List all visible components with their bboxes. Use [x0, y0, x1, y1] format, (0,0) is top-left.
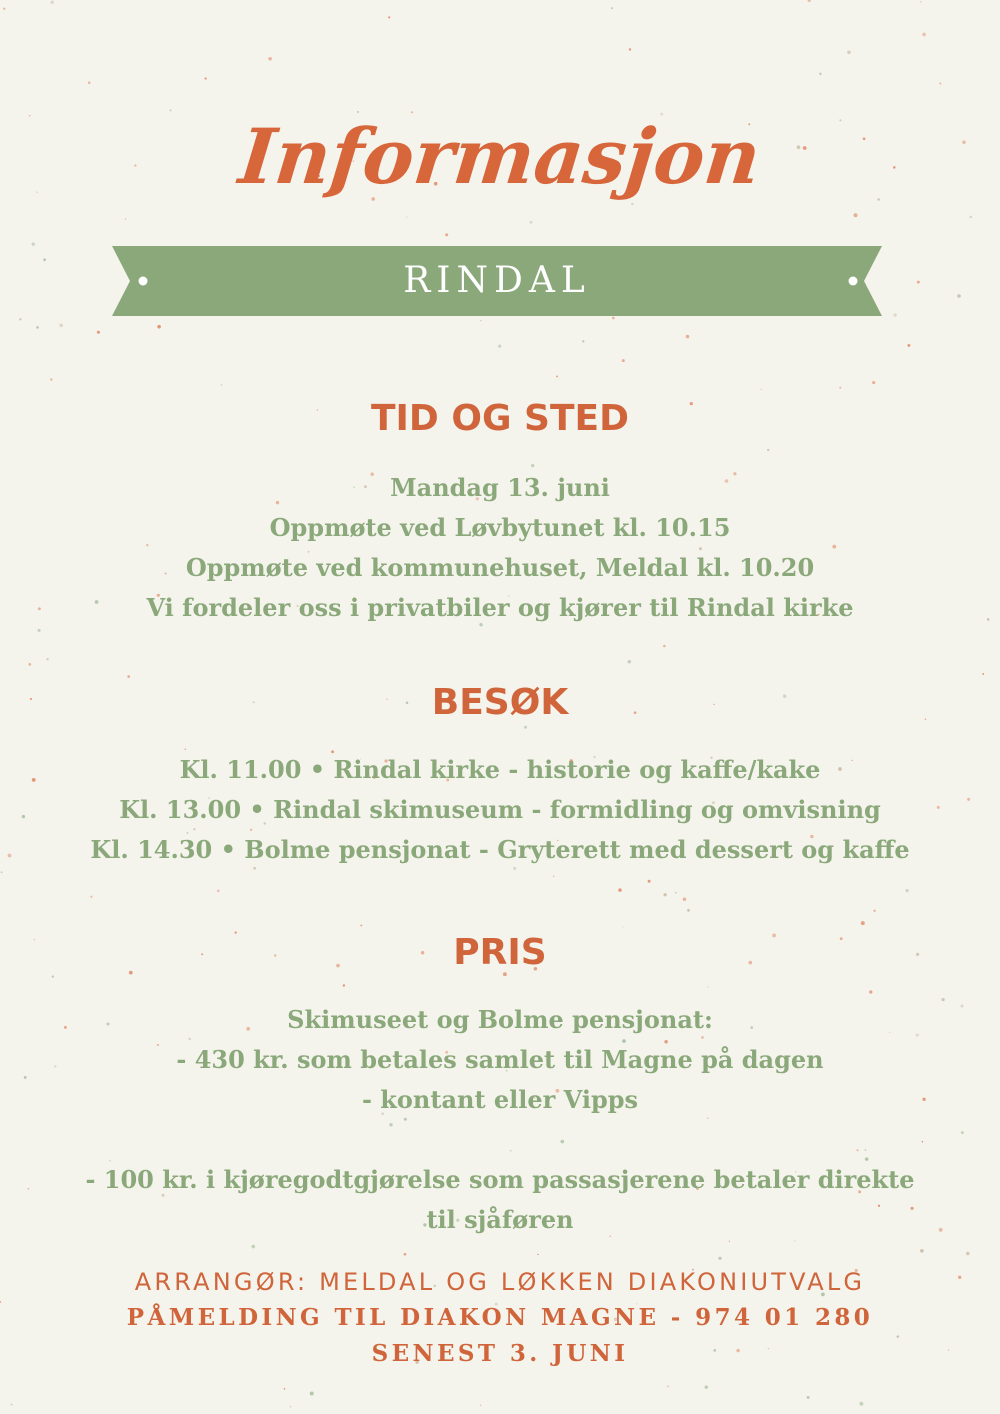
speckle: [3, 8, 5, 10]
speckle: [388, 16, 390, 18]
speckle: [618, 888, 621, 891]
speckle: [663, 645, 666, 648]
speckle: [556, 375, 558, 377]
speckle: [922, 33, 926, 37]
price-line: til sjåføren: [426, 1205, 574, 1234]
info-line: Vi fordeler oss i privatbiler og kjører til Rindal kirke: [146, 593, 854, 622]
section-heading-price: PRIS: [453, 932, 547, 973]
speckle: [612, 317, 615, 320]
speckle: [957, 294, 961, 298]
speckle: [404, 1253, 407, 1256]
speckle: [498, 345, 501, 348]
section-body-visits: [0, 750, 1000, 870]
speckle: [52, 975, 54, 977]
signup-line: PÅMELDING TIL DIAKON MAGNE - 974 01 280: [126, 1304, 874, 1331]
price-line: - 100 kr. i kjøregodtgjørelse som passasjerene betaler direkte: [85, 1165, 915, 1194]
speckle: [629, 48, 631, 50]
speckle: [127, 675, 130, 678]
speckle: [675, 892, 677, 894]
speckle: [480, 320, 481, 321]
speckle: [59, 324, 62, 327]
speckle: [97, 331, 100, 334]
speckle: [530, 221, 533, 224]
speckle: [582, 340, 584, 342]
speckle: [897, 1335, 900, 1338]
speckle: [38, 629, 41, 632]
speckle: [648, 880, 651, 883]
speckle: [707, 986, 708, 987]
speckle: [907, 344, 910, 347]
speckle: [872, 381, 875, 384]
speckle: [553, 876, 554, 877]
speckle: [906, 889, 909, 892]
speckle: [157, 325, 161, 329]
speckle: [50, 1, 54, 5]
speckle: [729, 1241, 730, 1242]
speckle: [847, 51, 851, 55]
speckle: [204, 77, 206, 79]
speckle: [718, 1257, 721, 1260]
speckle: [920, 1249, 924, 1253]
speckle: [36, 326, 39, 329]
speckle: [767, 449, 769, 451]
speckle: [28, 663, 31, 666]
info-line: Mandag 13. juni: [390, 473, 610, 502]
speckle: [917, 281, 920, 284]
section-body-price: [0, 1000, 1000, 1240]
price-line: - 430 kr. som betales samlet til Magne på dagen: [176, 1045, 824, 1074]
speckle: [859, 1402, 863, 1406]
speckle: [32, 243, 35, 246]
speckle: [622, 926, 623, 927]
speckle: [360, 924, 362, 926]
speckle: [611, 7, 613, 9]
speckle: [125, 218, 126, 219]
speckle: [445, 233, 448, 236]
speckle: [480, 1405, 481, 1406]
price-line: - kontant eller Vipps: [361, 1085, 639, 1114]
speckle: [893, 313, 896, 316]
info-line: Oppmøte ved kommunehuset, Meldal kl. 10.20: [185, 553, 815, 582]
organizer-line: ARRANGØR: MELDAL OG LØKKEN DIAKONIUTVALG: [134, 1268, 866, 1296]
page-title: Informasjon: [235, 112, 765, 201]
speckle: [88, 81, 91, 84]
speckle: [663, 893, 666, 896]
speckle: [873, 910, 875, 912]
speckle: [920, 1, 922, 3]
speckle: [290, 1406, 291, 1407]
speckle: [406, 216, 407, 217]
schedule-item: Kl. 14.30 • Bolme pensjonat - Gryterett med dessert og kaffe: [90, 835, 910, 864]
speckle: [251, 1245, 255, 1249]
price-line: Skimuseet og Bolme pensjonat:: [287, 1005, 713, 1034]
speckle: [686, 335, 690, 339]
speckle: [284, 1388, 286, 1390]
info-line: Oppmøte ved Løvbytunet kl. 10.15: [269, 513, 731, 542]
schedule-item: Kl. 11.00 • Rindal kirke - historie og kaffe/kake: [179, 755, 821, 784]
speckle: [966, 1252, 970, 1256]
speckle: [819, 73, 821, 75]
spacer: [0, 1120, 1000, 1160]
speckle: [969, 216, 972, 219]
speckle: [531, 464, 534, 467]
speckle: [861, 921, 865, 925]
speckle: [794, 1240, 796, 1242]
section-heading-visits: BESØK: [431, 682, 569, 723]
speckle: [807, 1396, 810, 1399]
speckle: [869, 990, 872, 993]
speckle: [217, 890, 220, 893]
speckle: [310, 1392, 314, 1396]
section-body-time-place: [0, 468, 1000, 628]
speckle: [839, 387, 841, 389]
speckle: [43, 258, 46, 261]
speckle: [50, 378, 53, 381]
speckle: [808, 0, 811, 2]
speckle: [687, 909, 690, 912]
speckle: [11, 1404, 13, 1406]
section-heading-time-place: TID OG STED: [370, 398, 629, 439]
speckle: [268, 57, 272, 61]
speckle: [628, 660, 631, 663]
deadline-line: SENEST 3. JUNI: [371, 1340, 629, 1367]
speckle: [760, 389, 761, 390]
ribbon-label: RINDAL: [403, 260, 591, 301]
speckle: [622, 359, 625, 362]
speckle: [0, 1301, 1, 1303]
speckle: [537, 1254, 539, 1256]
speckle: [982, 673, 984, 675]
speckle: [705, 1385, 709, 1389]
speckle: [667, 1386, 669, 1388]
speckle: [854, 213, 858, 217]
speckle: [343, 984, 345, 986]
speckle: [90, 896, 92, 898]
speckle: [1, 871, 3, 873]
speckle: [683, 897, 686, 900]
speckle: [524, 726, 527, 729]
speckle: [221, 384, 223, 386]
speckle: [631, 203, 633, 205]
speckle: [939, 83, 941, 85]
schedule-item: Kl. 13.00 • Rindal skimuseum - formidling og omvisning: [119, 795, 881, 824]
speckle: [46, 658, 48, 660]
speckle: [19, 318, 21, 320]
